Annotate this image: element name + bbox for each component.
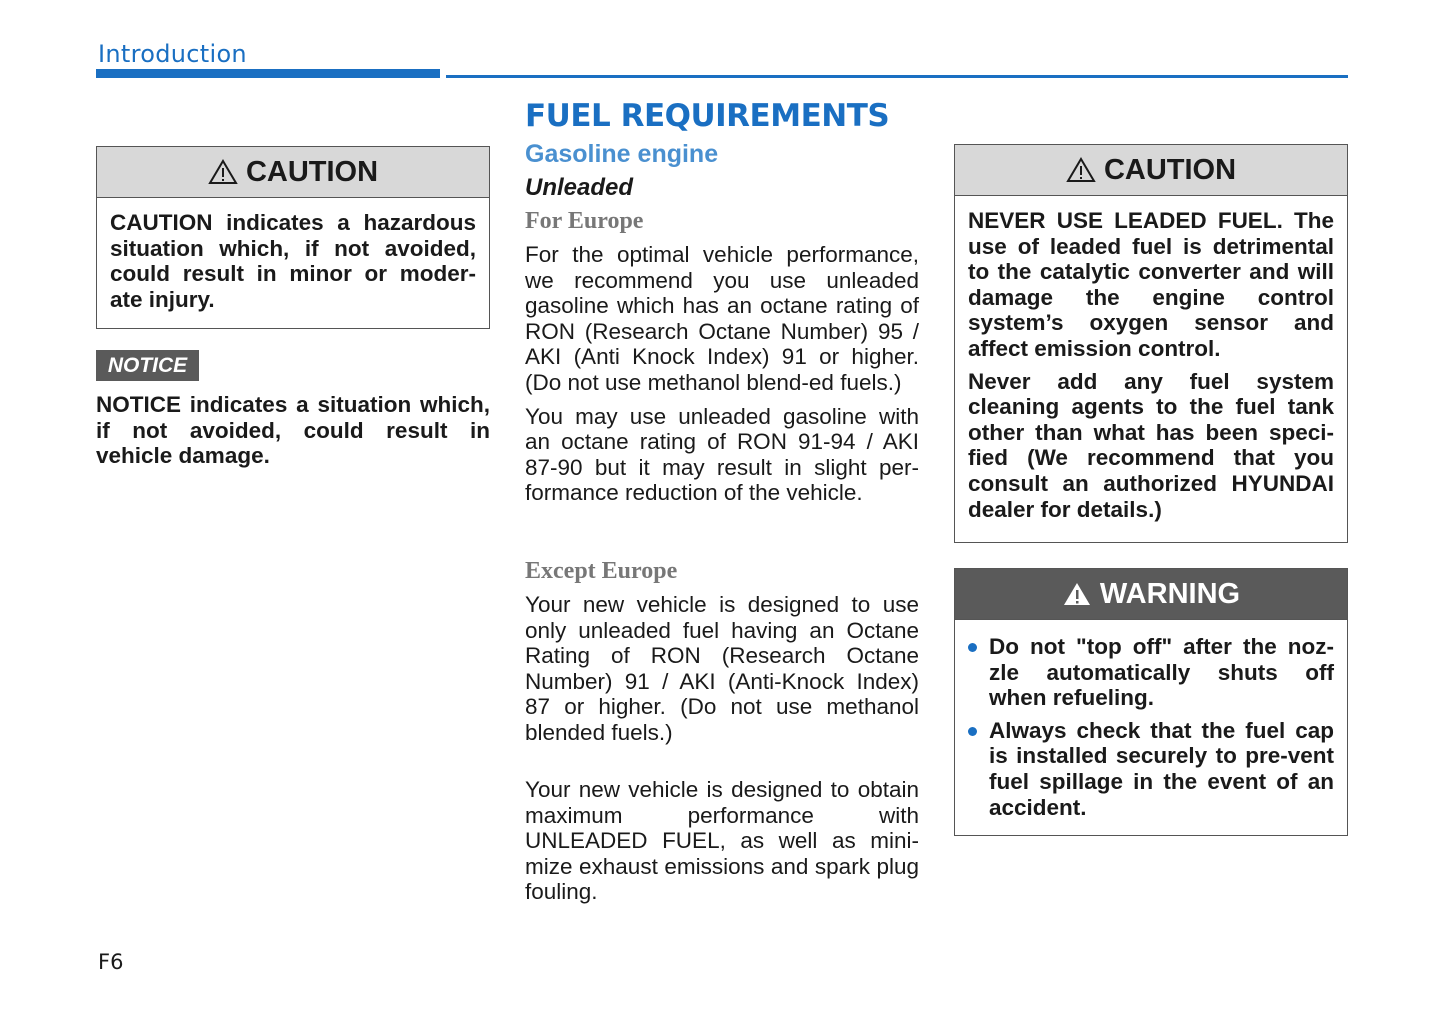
section-title: Introduction (98, 40, 247, 68)
except-paragraph-2: Your new vehicle is designed to obtain maximum performance with UNLEADED FUEL, as well as mini-mize exhaust emissions and spark plug fouling. (525, 777, 919, 905)
caution-text-right (955, 196, 1347, 536)
subsubtitle: Unleaded (525, 174, 634, 201)
warning-list (968, 634, 1334, 820)
warning-body (955, 620, 1347, 834)
except-paragraph-1: Your new vehicle is designed to use only unleaded fuel having an Octane Rating of RON (Research Octane Number) 91 / AKI (Anti-Knock Index) 87 or higher. (Do not use methanol blended fuels.) (525, 592, 919, 745)
header-rule-thin (446, 75, 1348, 78)
warning-filled-triangle-icon (1062, 581, 1092, 607)
subtitle: Gasoline engine (525, 140, 719, 168)
warning-item-text: Always check that the fuel cap is installed securely to pre-vent fuel spillage in the event of an accident. (989, 717, 1334, 820)
caution-right-paragraph-1: NEVER USE LEADED FUEL. The use of leaded fuel is detrimental to the catalytic converter and will damage the engine control system’s oxygen sensor and affect emission control. (968, 208, 1334, 361)
notice-text: NOTICE indicates a situation which, if not avoided, could result in vehicle damage. (96, 392, 490, 469)
except-europe-text-2 (525, 777, 919, 913)
bullet-dot-icon (968, 643, 977, 652)
page-number: F6 (98, 950, 124, 974)
warning-triangle-icon (208, 159, 238, 185)
europe-paragraph-2: You may use unleaded gasoline with an octane rating of RON 91-94 / AKI 87-90 but it may result in slight per-formance reduction of the vehicle. (525, 403, 919, 506)
europe-heading: For Europe (525, 208, 644, 234)
warning-header (955, 569, 1347, 620)
warning-item-text: Do not "top off" after the noz-zle automatically shuts off when refueling. (989, 634, 1334, 711)
caution-paragraph: CAUTION indicates a hazardous situation which, if not avoided, could result in minor or moder-ate injury. (110, 210, 476, 312)
caution-header-right (955, 145, 1347, 196)
warning-box (954, 568, 1348, 836)
caution-right-paragraph-2: Never add any fuel system cleaning agents to the fuel tank other than what has been speci-fied (We recommend that you consult an authorized HYUNDAI dealer for details.) (968, 368, 1334, 522)
header-rule-thick (96, 69, 440, 78)
warning-title: WARNING (1099, 577, 1241, 610)
warning-item (968, 718, 1334, 820)
page-title: FUEL REQUIREMENTS (525, 98, 890, 134)
except-europe-heading: Except Europe (525, 558, 678, 584)
caution-title: CAUTION (245, 155, 379, 188)
notice-badge: NOTICE (96, 350, 199, 381)
caution-title-right: CAUTION (1103, 153, 1237, 186)
warning-triangle-icon (1066, 157, 1096, 183)
europe-paragraph-1: For the optimal vehicle performance, we recommend you use unleaded gasoline which has an octane rating of RON (Research Octane Number) 95 / AKI (Anti Knock Index) 91 or higher. (Do not use methanol blend-ed fuels.) (525, 242, 919, 395)
bullet-dot-icon (968, 727, 977, 736)
except-europe-text-1 (525, 592, 919, 754)
caution-box-right (954, 144, 1348, 543)
warning-item (968, 634, 1334, 711)
caution-text (97, 198, 489, 326)
caution-box-left (96, 146, 490, 329)
europe-text (525, 242, 919, 514)
caution-header (97, 147, 489, 198)
